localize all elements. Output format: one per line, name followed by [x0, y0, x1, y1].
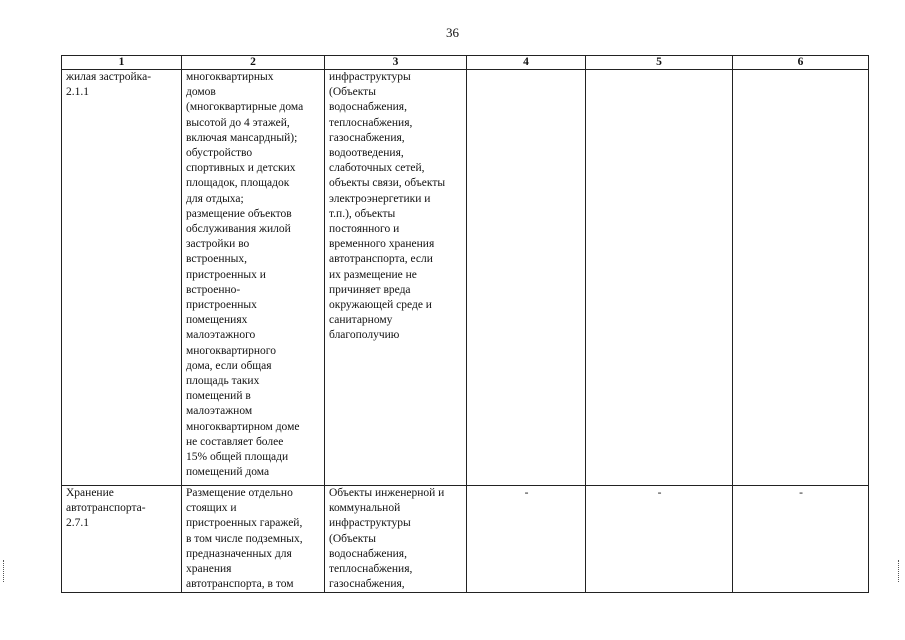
cell-col6: [733, 70, 869, 486]
cell-description: многоквартирных домов (многоквартирные дома высотой до 4 этажей, включая мансардный); обустройство спортивных и детских площадок, площадок для отдыха; размещение объектов обслуживания жилой застройки во встроенных, пристроенных и встроенно- пристроенных помещениях малоэтажного многоквартирного дома, если общая площадь таких помещений в малоэтажном многоквартирном доме не составляет более 15% общей площади помещений дома: [182, 70, 325, 486]
column-header-5: 5: [586, 56, 733, 70]
cell-objects: инфраструктуры (Объекты водоснабжения, теплоснабжения, газоснабжения, водоотведения, слаботочных сетей, объекты связи, объекты электроэнергетики и т.п.), объекты постоянного и временного хранения автотранспорта, если их размещение не причиняет вреда окружающей среде и санитарному благополучию: [325, 70, 467, 486]
cell-land-use-type: жилая застройка- 2.1.1: [62, 70, 182, 486]
cell-col4: [467, 70, 586, 486]
table-header-row: [62, 56, 869, 70]
column-header-2: 2: [182, 56, 325, 70]
table-row: [62, 486, 869, 593]
cell-col5: -: [586, 486, 733, 593]
column-header-3: 3: [325, 56, 467, 70]
page-number: 36: [446, 25, 459, 40]
column-header-4: 4: [467, 56, 586, 70]
table-row: [62, 70, 869, 486]
cell-col6: -: [733, 486, 869, 593]
cell-description: Размещение отдельно стоящих и пристроенных гаражей, в том числе подземных, предназначенных для хранения автотранспорта, в том: [182, 486, 325, 593]
zoning-table: [61, 55, 869, 593]
cell-objects: Объекты инженерной и коммунальной инфраструктуры (Объекты водоснабжения, теплоснабжения, газоснабжения,: [325, 486, 467, 593]
binding-mark-left: [3, 560, 6, 582]
column-header-1: 1: [62, 56, 182, 70]
column-header-6: 6: [733, 56, 869, 70]
binding-mark-right: [898, 560, 901, 582]
cell-land-use-type: Хранение автотранспорта- 2.7.1: [62, 486, 182, 593]
cell-col4: -: [467, 486, 586, 593]
cell-col5: [586, 70, 733, 486]
